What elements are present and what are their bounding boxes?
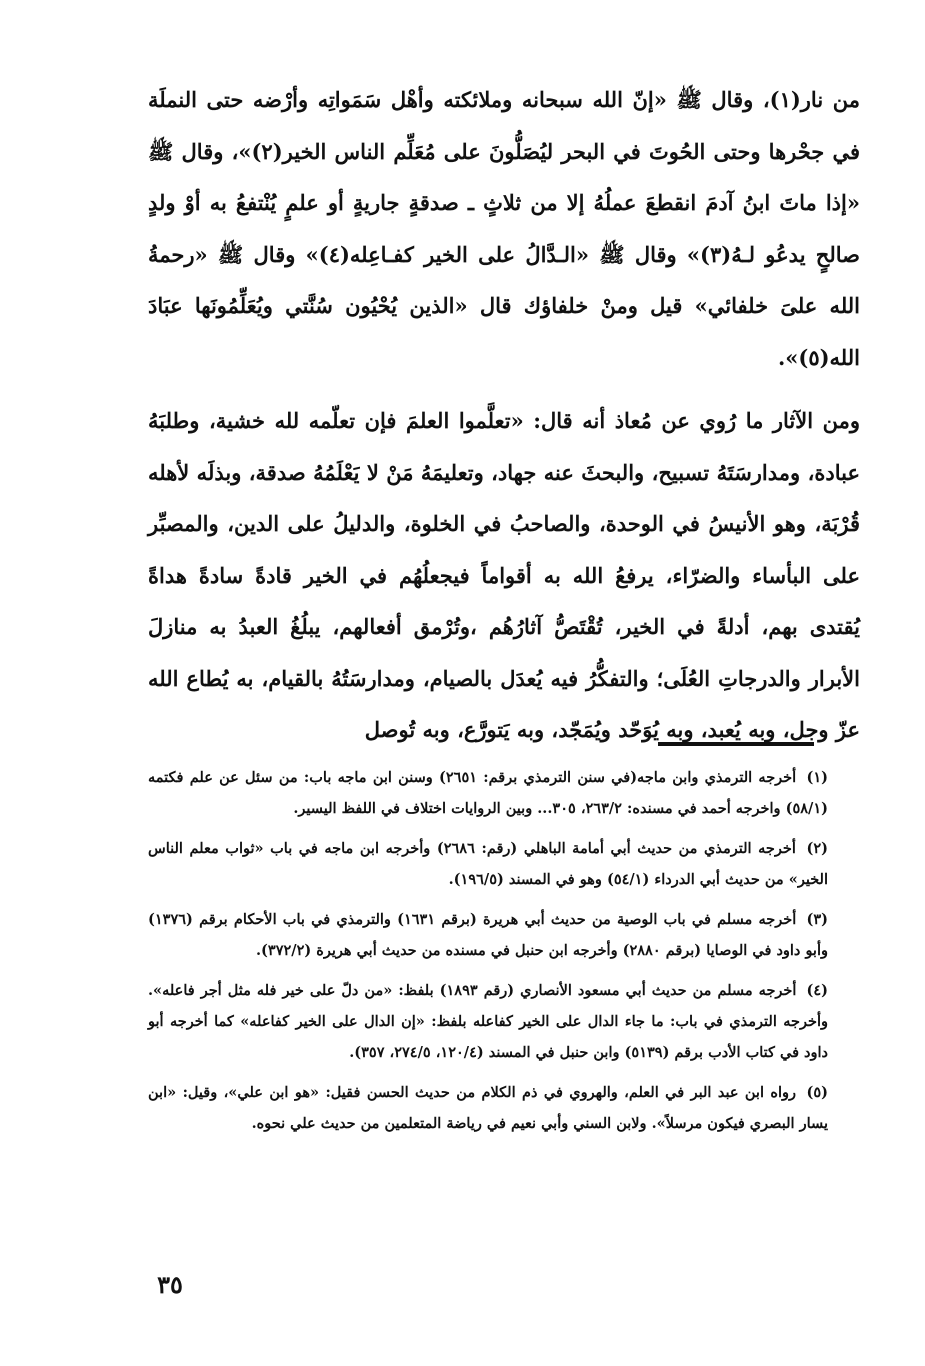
footnote-3 — [148, 904, 828, 966]
footnote-text: أخرجه مسلم في باب الوصية من حديث أبي هريرة (برقم ١٦٣١) والترمذي في باب الأحكام برقم (١٣٧٦) وأبو داود في الوصايا (برقم ٢٨٨٠) وأخرجه ابن حنبل في مسنده من حديث أبي هريرة (٣٧٢/٢). — [148, 911, 828, 959]
paragraph-hadith: من نار(١)، وقال ﷺ «إنّ الله سبحانه وملائكته وأهْل سَمَواتِه وأرْضه حتى النملَة في جحْرها وحتى الحُوتَ في البحر ليُصَلُّونَ على مُعَلِّم الناس الخير(٢)»، وقال ﷺ «إذا ماتَ ابنُ آدمَ انقطعَ عملُهُ إلا من ثلاثٍ ـ صدقةٍ جاريةٍ أو علمٍ يُنْتفعُ به أوْ ولدٍ صالحٍ يدعُو لـهُ(٣)» وقال ﷺ «الـدَّالُ على الخير كفـاعِله(٤)» وقال ﷺ «رحمةُ الله علىَ خلفائي» قيل ومنْ خلفاؤك قال «الذين يُحْيُون سُنَّتي ويُعَلِّمُونَها عبَادَ الله(٥)». — [148, 87, 861, 370]
main-text — [148, 74, 860, 756]
footnote-1 — [148, 762, 828, 824]
footnote-number: (٣) — [806, 911, 828, 928]
footnote-number: (١) — [806, 769, 828, 786]
footnotes — [148, 762, 828, 1148]
footnote-5 — [148, 1077, 828, 1139]
paragraph-athar: ومن الآثار ما رُوي عن مُعاذ أنه قال: «تعلَّموا العلمَ فإن تعلّمه لله خشية، وطلبَهُ عبادة، ومدارسَتَهُ تسبيح، والبحثَ عنه جهاد، وتعليمَهُ مَنْ لا يَعْلَمُهُ صدقة، وبذلَه لأهله قُرْبَة، وهو الأنيسُ في الوحدة، والصاحبُ في الخلوة، والدليلُ على الدين، والمصبِّر على البأساء والضرّاء، يرفعُ الله به أقواماً فيجعلُهُم في الخير قادةً سادةً هداةً يُقتدى بهم، أدلةً في الخير، تُقْتَصُّ آثارُهُم ،وتُرْمق أفعالهم، يبلُغُ العبدُ به منازلَ الأبرار والدرجاتِ العُلَى؛ والتفكُّرُ فيه يُعدَل بالصيام، ومدارسَتُهُ بالقيام، به يُطاع الله عزّ وجل، وبه يُعبد، وبه يُوَحّد ويُمَجّد، وبه يَتورَّع، وبه تُوصل — [148, 408, 860, 742]
footnote-text: أخرجه مسلم من حديث أبي مسعود الأنصاري (رقم ١٨٩٣) بلفظ: «من دلّ على خير فله مثل أجر فاعله». وأخرجه الترمذي في باب: ما جاء الدال على الخير كفاعله بلفظ: «إن الدال على الخير كفاعله» كما أخرجه أبو داود في كتاب الأدب برقم (٥١٣٩) وابن حنبل في المسند (١٢٠/٤، ٢٧٤/٥، ٣٥٧). — [148, 982, 828, 1061]
footnote-number: (٥) — [806, 1084, 828, 1101]
footnote-number: (٤) — [806, 982, 828, 999]
footnote-text: أخرجه الترمذي من حديث أبي أمامة الباهلي (رقم: ٢٦٨٦) وأخرجه ابن ماجه في باب «ثواب معلم الناس الخير» من حديث أبي الدرداء (٥٤/١) وهو في المسند (١٩٦/٥). — [148, 840, 828, 888]
page-number: ٣٥ — [157, 1270, 183, 1299]
footnote-2 — [148, 833, 828, 895]
footnote-4 — [148, 975, 828, 1068]
footnote-number: (٢) — [806, 840, 828, 857]
footnote-text: رواه ابن عبد البر في العلم، والهروي في ذم الكلام من حديث الحسن فقيل: «هو ابن علي»، وقيل: «ابن يسار البصري فيكون مرسلاً». ولابن السني وأبي نعيم في رياضة المتعلمين من حديث علي نحوه. — [148, 1084, 828, 1132]
footnote-text: أخرجه الترمذي وابن ماجه(في سنن الترمذي برقم: ٢٦٥١) وسنن ابن ماجه باب: من سئل عن علم فكتمه (٥٨/١) واخرجه أحمد في مسنده: ٢٦٣/٢، ٣٠٥... وبين الروايات اختلاف في اللفظ اليسير. — [148, 769, 828, 817]
footnote-separator — [658, 742, 814, 746]
